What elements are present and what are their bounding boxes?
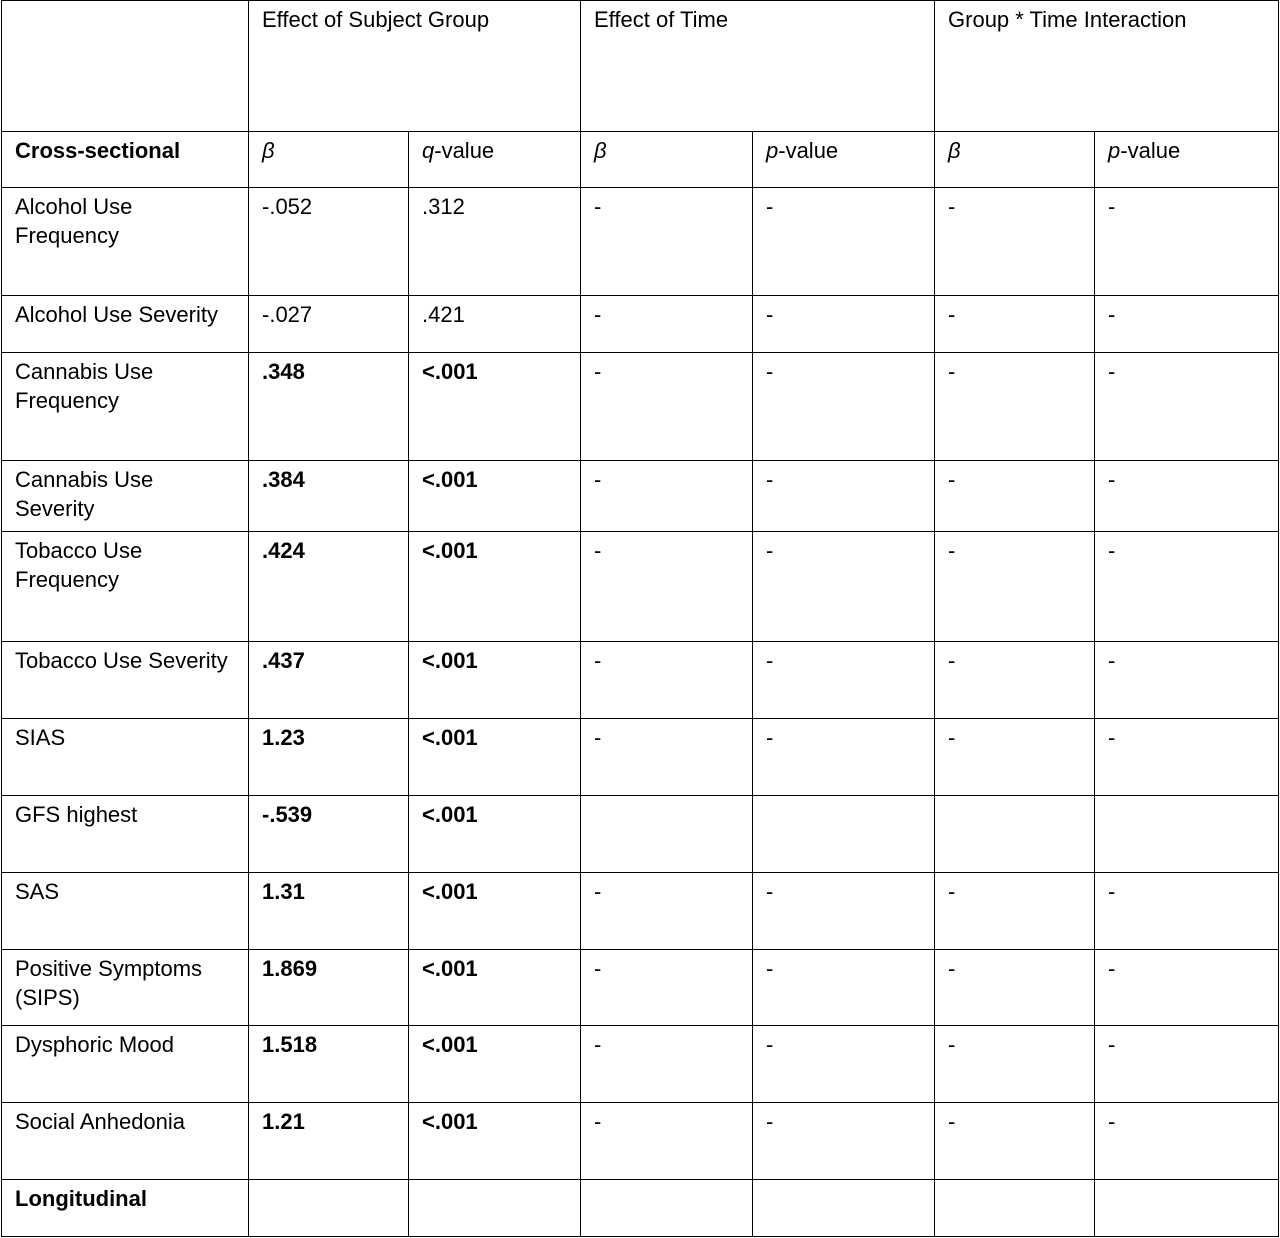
other-value: - <box>1095 642 1279 719</box>
other-value: - <box>753 532 935 642</box>
other-value: - <box>581 1026 753 1103</box>
beta-value: 1.31 <box>249 873 409 950</box>
section-label-cross-sectional: Cross-sectional <box>2 132 249 188</box>
row-label: Cannabis Use Severity <box>2 461 249 532</box>
other-value: - <box>753 188 935 296</box>
other-value: - <box>935 353 1095 461</box>
other-value: - <box>581 642 753 719</box>
q-value: <.001 <box>409 719 581 796</box>
q-value: <.001 <box>409 353 581 461</box>
row-label: GFS highest <box>2 796 249 873</box>
other-value: - <box>581 719 753 796</box>
p-value-header-time <box>753 132 935 188</box>
other-value: - <box>935 950 1095 1026</box>
other-value: - <box>753 642 935 719</box>
row-label: Dysphoric Mood <box>2 1026 249 1103</box>
group-header-subject: Effect of Subject Group <box>249 1 581 132</box>
results-table <box>1 0 1279 1237</box>
other-value: - <box>753 353 935 461</box>
longitudinal-header-row <box>2 1180 1279 1237</box>
table-row <box>2 461 1279 532</box>
beta-value: .424 <box>249 532 409 642</box>
beta-value: -.539 <box>249 796 409 873</box>
other-value: - <box>581 296 753 353</box>
other-value: - <box>1095 353 1279 461</box>
table-row <box>2 719 1279 796</box>
other-value: - <box>753 950 935 1026</box>
table-row <box>2 642 1279 719</box>
empty-cell <box>753 1180 935 1237</box>
other-value: - <box>581 188 753 296</box>
other-value: - <box>935 188 1095 296</box>
other-value: - <box>935 873 1095 950</box>
other-value: - <box>581 532 753 642</box>
other-value: - <box>1095 1026 1279 1103</box>
other-value: - <box>753 1103 935 1180</box>
empty-cell <box>1095 1180 1279 1237</box>
other-value <box>1095 796 1279 873</box>
q-value: <.001 <box>409 461 581 532</box>
other-value: - <box>935 1026 1095 1103</box>
table-row <box>2 296 1279 353</box>
other-value: - <box>1095 1103 1279 1180</box>
table-row <box>2 796 1279 873</box>
row-label: Positive Symptoms (SIPS) <box>2 950 249 1026</box>
other-value: - <box>1095 188 1279 296</box>
other-value: - <box>1095 873 1279 950</box>
beta-value: .437 <box>249 642 409 719</box>
q-value: <.001 <box>409 873 581 950</box>
q-value: <.001 <box>409 796 581 873</box>
group-header-row <box>2 1 1279 132</box>
other-value: - <box>753 461 935 532</box>
q-value: <.001 <box>409 1026 581 1103</box>
p-value-header-interaction <box>1095 132 1279 188</box>
beta-value: 1.21 <box>249 1103 409 1180</box>
group-header-interaction: Group * Time Interaction <box>935 1 1279 132</box>
row-label: Social Anhedonia <box>2 1103 249 1180</box>
table-row <box>2 188 1279 296</box>
other-value <box>753 796 935 873</box>
beta-header-time: β <box>581 132 753 188</box>
row-label: Tobacco Use Frequency <box>2 532 249 642</box>
q-value-header <box>409 132 581 188</box>
row-label: Tobacco Use Severity <box>2 642 249 719</box>
q-value: <.001 <box>409 1103 581 1180</box>
q-value: <.001 <box>409 950 581 1026</box>
row-label: Alcohol Use Frequency <box>2 188 249 296</box>
p-italic: p <box>766 138 779 163</box>
empty-cell <box>409 1180 581 1237</box>
section-label-longitudinal: Longitudinal <box>2 1180 249 1237</box>
row-label: Cannabis Use Frequency <box>2 353 249 461</box>
empty-cell <box>935 1180 1095 1237</box>
other-value: - <box>935 1103 1095 1180</box>
q-suffix: -value <box>434 138 495 163</box>
beta-value: -.027 <box>249 296 409 353</box>
beta-value: 1.518 <box>249 1026 409 1103</box>
other-value <box>581 796 753 873</box>
other-value: - <box>753 719 935 796</box>
table-row <box>2 950 1279 1026</box>
beta-value: -.052 <box>249 188 409 296</box>
other-value: - <box>935 461 1095 532</box>
p-italic: p <box>1108 138 1121 163</box>
table-row <box>2 353 1279 461</box>
q-italic: q <box>422 138 435 163</box>
cross-sectional-header-row <box>2 132 1279 188</box>
beta-header-subject: β <box>249 132 409 188</box>
other-value: - <box>1095 719 1279 796</box>
row-label: SIAS <box>2 719 249 796</box>
q-value: .421 <box>409 296 581 353</box>
q-value: <.001 <box>409 642 581 719</box>
other-value: - <box>935 296 1095 353</box>
other-value: - <box>581 461 753 532</box>
beta-value: .384 <box>249 461 409 532</box>
other-value: - <box>1095 950 1279 1026</box>
beta-value: .348 <box>249 353 409 461</box>
other-value: - <box>1095 532 1279 642</box>
q-value: <.001 <box>409 532 581 642</box>
other-value: - <box>1095 461 1279 532</box>
table-row <box>2 1026 1279 1103</box>
table-row <box>2 873 1279 950</box>
other-value: - <box>581 873 753 950</box>
row-label: Alcohol Use Severity <box>2 296 249 353</box>
other-value: - <box>935 532 1095 642</box>
q-value: .312 <box>409 188 581 296</box>
row-label: SAS <box>2 873 249 950</box>
empty-cell <box>581 1180 753 1237</box>
other-value: - <box>753 296 935 353</box>
other-value: - <box>753 1026 935 1103</box>
empty-cell <box>249 1180 409 1237</box>
empty-corner-cell <box>2 1 249 132</box>
beta-value: 1.869 <box>249 950 409 1026</box>
other-value: - <box>1095 296 1279 353</box>
other-value: - <box>935 719 1095 796</box>
p-suffix: -value <box>778 138 839 163</box>
other-value: - <box>581 1103 753 1180</box>
group-header-time: Effect of Time <box>581 1 935 132</box>
other-value <box>935 796 1095 873</box>
table-row <box>2 1103 1279 1180</box>
beta-header-interaction: β <box>935 132 1095 188</box>
other-value: - <box>581 950 753 1026</box>
table-row <box>2 532 1279 642</box>
p-suffix: -value <box>1120 138 1181 163</box>
other-value: - <box>753 873 935 950</box>
other-value: - <box>581 353 753 461</box>
other-value: - <box>935 642 1095 719</box>
beta-value: 1.23 <box>249 719 409 796</box>
